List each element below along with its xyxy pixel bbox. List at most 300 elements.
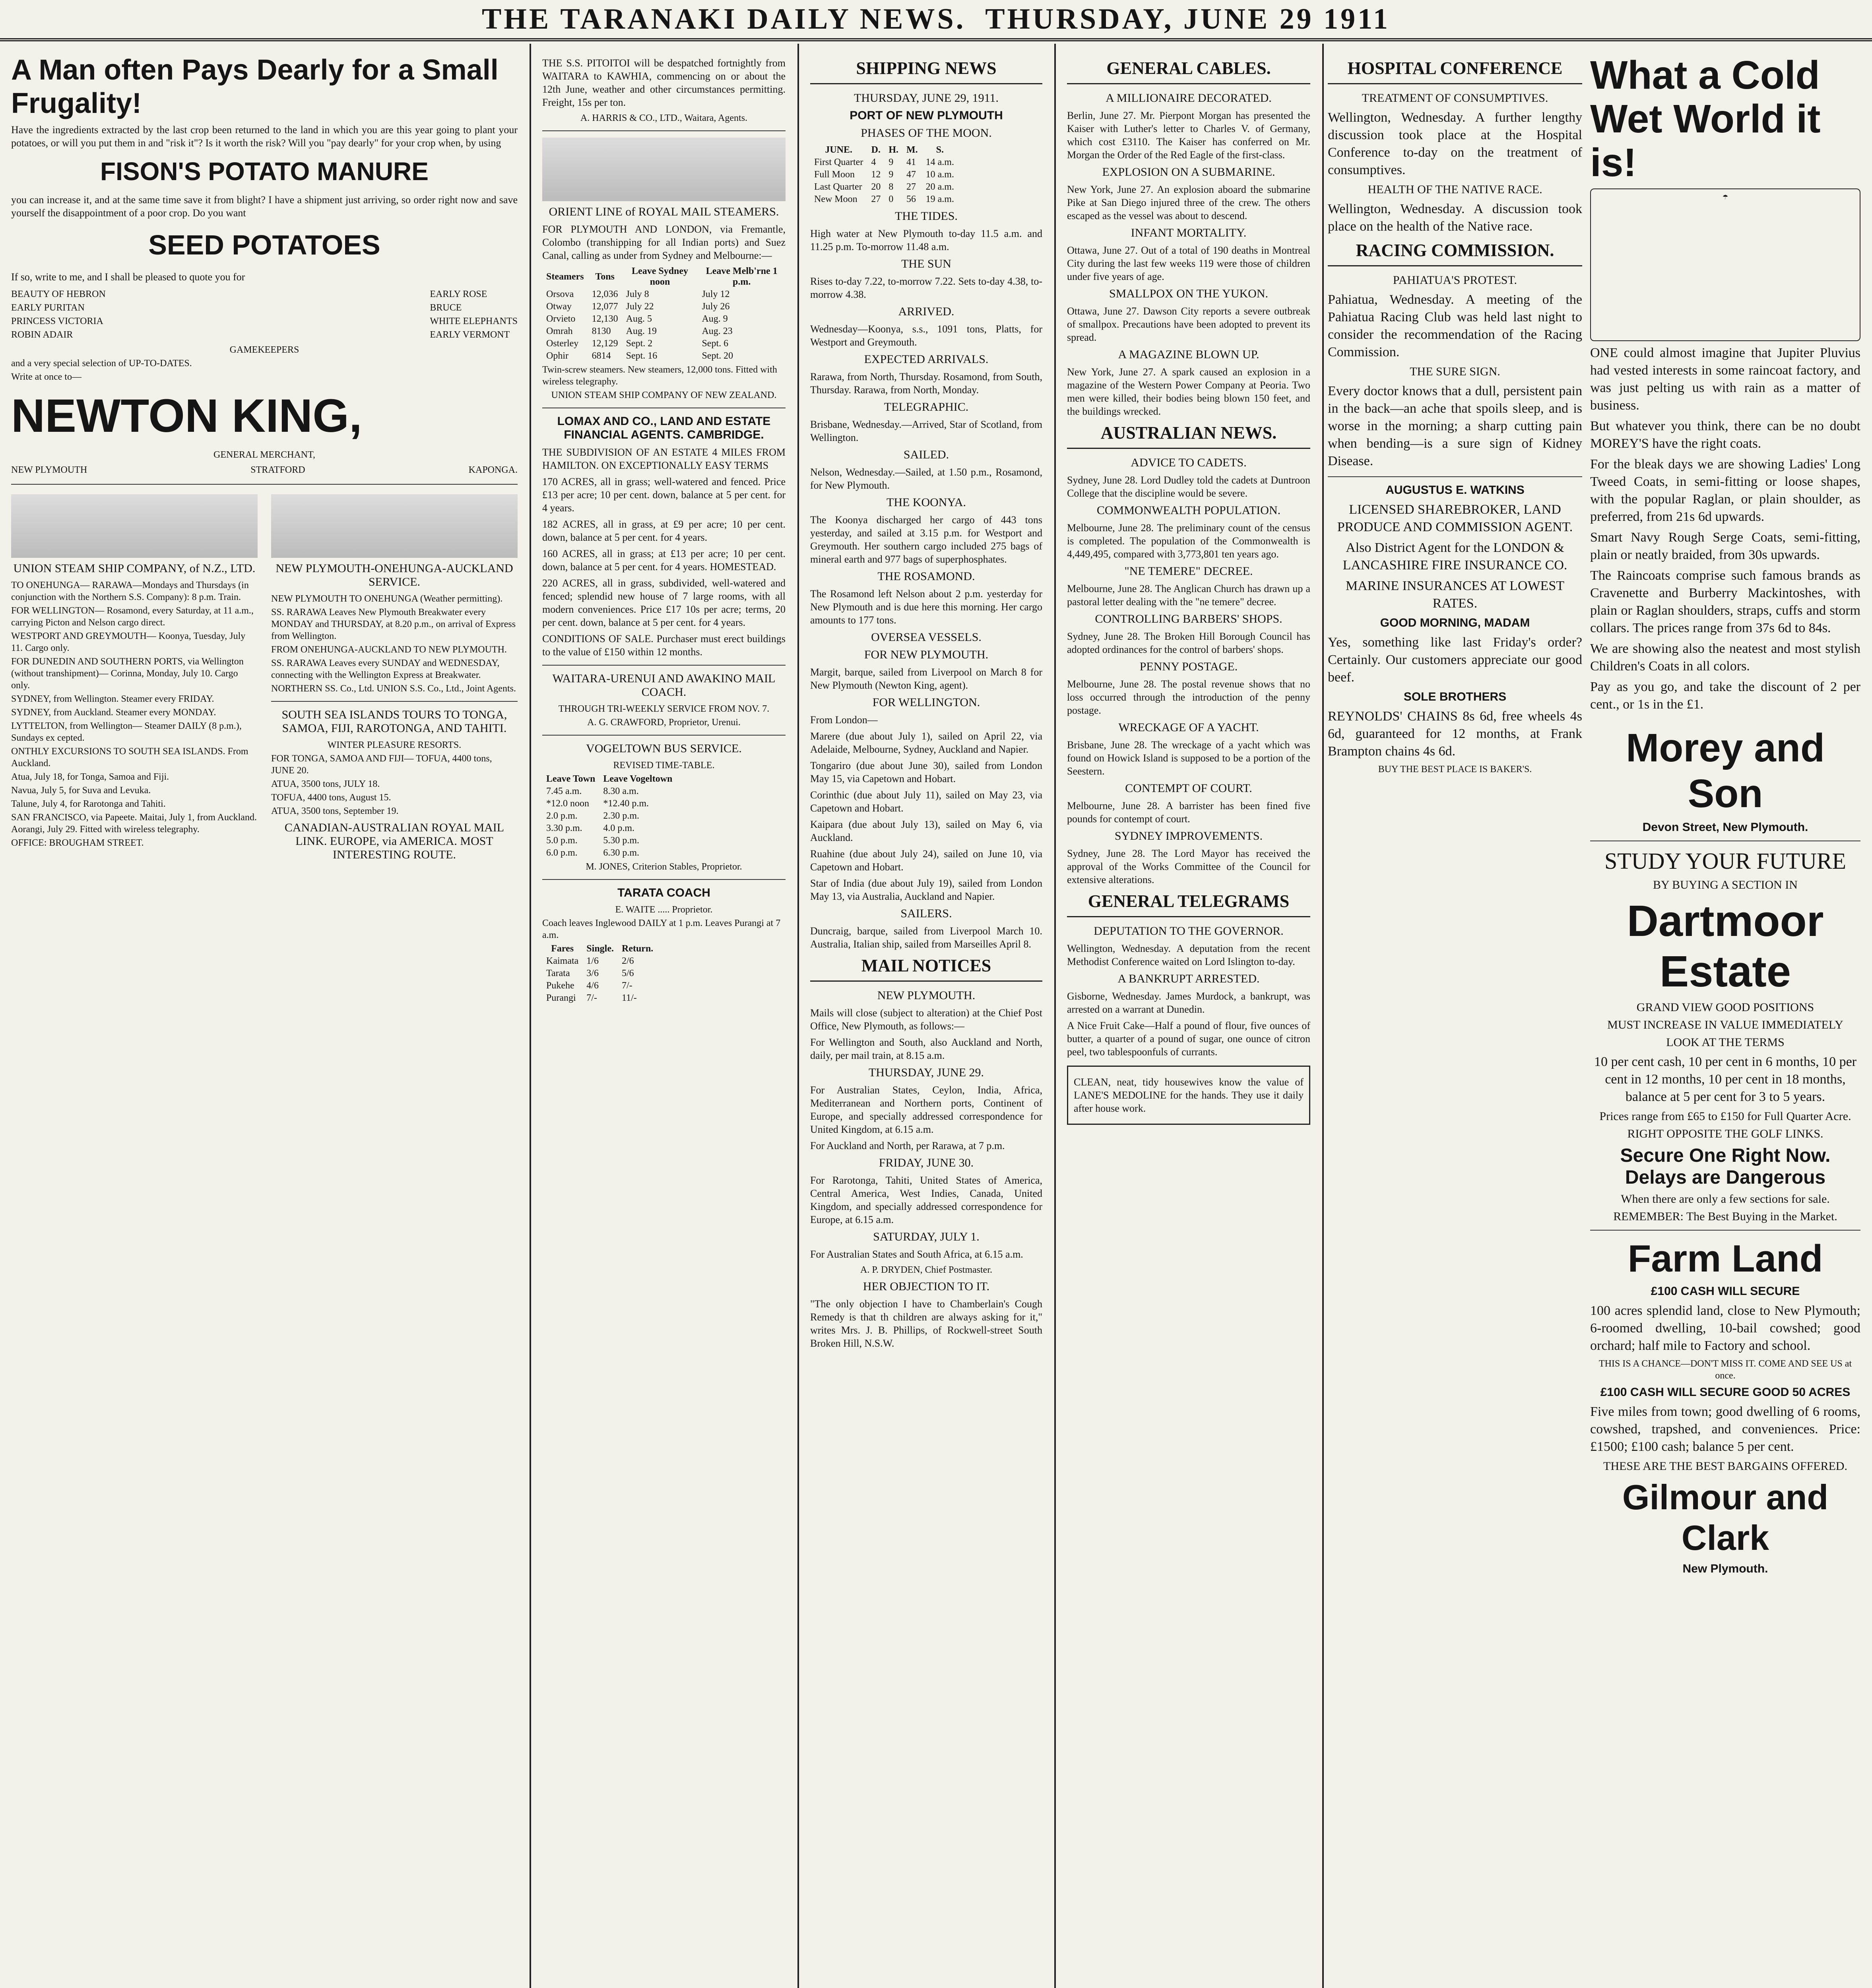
marine-insurance: MARINE INSURANCES AT LOWEST RATES. [1345,579,1564,611]
lomax-line: THE SUBDIVISION OF AN ESTATE 4 MILES FROM HAMILTON. ON EXCEPTIONALLY EASY TERMS [542,447,786,471]
wet-text: ONE could almost imagine that Jupiter Pluvius had vested interests in some raincoat factory, and was just pelting us with rain as a matter of business. [1590,346,1860,413]
table-header-cell: Leave Vogeltown [603,774,673,784]
table-cell: 3.30 p.m. [546,823,582,833]
infant-text: Ottawa, June 27. Out of a total of 190 deaths in Montreal City during the last few weeks 119 were those of children under five years of age. [1067,245,1310,282]
port-title: PORT OF NEW PLYMOUTH [850,109,1003,122]
divider [1328,476,1582,477]
table-row [542,785,676,798]
chance-note: THIS IS A CHANCE—DON'T MISS IT. COME AND SEE US at once. [1598,1359,1852,1381]
sure-sign-title: THE SURE SIGN. [1410,365,1500,378]
table-header-cell: S. [936,145,944,155]
telegraphic-text: Brisbane, Wednesday.—Arrived, Star of Scotland, from Wellington. [810,419,1042,443]
racing-title: RACING COMMISSION. [1328,240,1582,266]
table-cell: 41 [906,157,916,167]
dryden: A. P. DRYDEN, Chief Postmaster. [860,1265,992,1275]
potato-variety: EARLY ROSE [430,289,487,299]
headline-pays-dearly: A Man often Pays Dearly for a Small Frugality! [11,54,499,119]
potato-column-left [11,287,106,342]
table-cell: 1/6 [586,956,599,966]
temere-text: Melbourne, June 28. The Anglican Church has drawn up a pastoral letter dealing with the "ne temere" decree. [1067,583,1310,608]
penny-title: PENNY POSTAGE. [1139,660,1238,673]
submarine-title: EXPLOSION ON A SUBMARINE. [1102,165,1275,179]
table-header-cell: Single. [586,944,614,954]
cash50-title: £100 CASH WILL SECURE GOOD 50 ACRES [1600,1386,1851,1399]
table-cell: July 22 [626,301,654,312]
table-cell: 14 a.m. [925,157,954,167]
south-line: FOR TONGA, SAMOA AND FIJI— TOFUA, 4400 tons, JUNE 20. [271,753,492,776]
barbers-text: Sydney, June 28. The Broken Hill Borough Council has adopted ordinances for the control of barbers' shops. [1067,631,1310,655]
improve-title: SYDNEY IMPROVEMENTS. [1114,829,1263,843]
table-row [542,980,657,992]
table-header-cell: Fares [551,944,574,954]
smallpox-title: SMALLPOX ON THE YUKON. [1109,287,1268,300]
table-cell: 6.30 p.m. [603,848,640,858]
sole-brothers: SOLE BROTHERS [1403,690,1507,703]
column-shipping-news [799,44,1053,1988]
mail-notices-title: MAIL NOTICES [810,955,1042,982]
mail-date: THURSDAY, JUNE 29. [868,1066,984,1079]
newton-role: GENERAL MERCHANT, [213,450,315,460]
table-cell: 4 [871,157,876,167]
table-cell: 2.30 p.m. [603,811,640,821]
hospital-title: HOSPITAL CONFERENCE [1328,58,1582,84]
seed-potatoes-title: SEED POTATOES [148,229,380,260]
lomax-line: 170 ACRES, all in grass; well-watered and fenced. Price £13 per acre; 10 per cent. down, balance at 5 per cent. for 4 years. [542,476,786,514]
submarine-text: New York, June 27. An explosion aboard the submarine Pike at San Diego injured three of the crew. The others escaped as the vessel was about to descend. [1067,184,1310,221]
vogeltown-table [542,773,676,859]
table-cell: 2/6 [621,956,634,966]
lomax-title: LOMAX AND CO., LAND AND ESTATE FINANCIAL AGENTS. CAMBRIDGE. [557,415,771,441]
potato-varieties [11,287,518,342]
golf-links: RIGHT OPPOSITE THE GOLF LINKS. [1627,1127,1824,1140]
table-cell: Aug. 9 [702,314,728,324]
for-np-text: Margit, barque, sailed from Liverpool on March 8 for New Plymouth (Newton King, agent). [810,666,1042,691]
protest-title: PAHIATUA'S PROTEST. [1393,274,1517,287]
divider [11,484,518,485]
potato-column-right [430,287,518,342]
table-row [810,181,958,193]
secure-now: Secure One Right Now. Delays are Dangerous [1620,1145,1831,1188]
tarata-title: TARATA COACH [617,886,710,899]
table-cell: 56 [906,194,916,204]
native-title: HEALTH OF THE NATIVE RACE. [1368,183,1542,196]
table-header-cell: Leave Melb'rne 1 p.m. [706,266,778,287]
table-header [810,144,958,156]
table-cell: Pukehe [546,980,574,991]
fisons-title: FISON'S POTATO MANURE [100,157,429,186]
table-row [542,288,786,301]
wellington-line: Tongariro (due about June 30), sailed from London May 15, via Capetown and Hobart. [810,760,1042,784]
table-header-cell: Leave Sydney noon [632,266,689,287]
divider [1590,1230,1860,1231]
np-line: SS. RARAWA Leaves every SUNDAY and WEDNESDAY, connecting with the Wellington Express at Breakwater. [271,658,500,680]
orient-text: FOR PLYMOUTH AND LONDON, via Fremantle, Colombo (transhipping for all Indian ports) and Suez Canal, calling as under from Sydney and Melbourne:— [542,223,786,261]
table-cell: Ophir [546,351,568,361]
table-cell: 8130 [592,326,611,336]
millionaire-text: Berlin, June 27. Mr. Pierpont Morgan has presented the Kaiser with Luther's letter to Charles V. of Germany, which cost £3110. The Kaiser has conferred on Mr. Morgan the Order of the Red Eagle of the first-class. [1067,110,1310,161]
masthead [0,0,1872,41]
table-cell: 27 [871,194,881,204]
table-row [542,955,657,967]
table-cell: Osterley [546,338,579,349]
pay-discount: Pay as you go, and take the discount of 2 per cent., or 1s in the £1. [1590,679,1860,712]
table-cell: 27 [906,182,916,192]
terms-text: 10 per cent cash, 10 per cent in 6 months, 10 per cent in 12 months, 10 per cent in 18 months, balance at 5 per cent for 3 to 5 years. [1594,1054,1856,1104]
union-office: OFFICE: BROUGHAM STREET. [11,838,144,848]
table-cell: 12,077 [592,301,618,312]
column-general-cables [1056,44,1321,1988]
yacht-text: Brisbane, June 28. The wreckage of a yacht which was found on Howick Island is supposed to be a portion of the Seestern. [1067,739,1310,777]
tarata-note: Coach leaves Inglewood DAILY at 1 p.m. Leaves Purangi at 7 a.m. [542,918,781,940]
table-row [542,798,676,810]
table-row [810,193,958,206]
vogel-owner: M. JONES, Criterion Stables, Proprietor. [586,862,742,872]
penny-text: Melbourne, June 28. The postal revenue shows that no loss occurred through the introduction of the penny postage. [1067,678,1310,716]
table-cell: 8 [888,182,894,192]
union-ss-block [11,491,518,866]
sailers-title: SAILERS. [900,907,952,920]
table-cell: Omrah [546,326,573,336]
mail-np-title: NEW PLYMOUTH. [877,989,976,1002]
table-header-cell: Tons [595,271,615,282]
improve-text: Sydney, June 28. The Lord Mayor has received the approval of the Works Committee of the Council for extensive alterations. [1067,848,1310,885]
table-cell: 5.0 p.m. [546,835,578,846]
union-line: Atua, July 18, for Tonga, Samoa and Fiji. [11,772,169,782]
mail-line: For Auckland and North, per Rarawa, at 7 p.m. [810,1140,1005,1151]
table-cell: Last Quarter [814,182,862,192]
potato-variety: EARLY PURITAN [11,303,85,313]
potato-variety: EARLY VERMONT [430,330,510,340]
reynolds-chains: REYNOLDS' CHAINS 8s 6d, free wheels 4s 6d, guaranteed for 12 months, at Frank Brampton chains 4s 6d. [1328,709,1582,759]
table-cell: 9 [888,157,894,167]
table-header-cell: Leave Town [546,774,596,784]
table-row [542,822,676,835]
cash50-text: Five miles from town; good dwelling of 6 rooms, cowshed, trapshed, and conveniences. Price: £1500; £100 cash; balance 5 per cent. [1590,1404,1860,1454]
table-cell: 8.30 a.m. [603,786,639,796]
waitara-title: WAITARA-URENUI AND AWAKINO MAIL COACH. [552,672,776,699]
gilmour-address: New Plymouth. [1682,1562,1768,1575]
mail-line: For Wellington and South, also Auckland and North, daily, per mail train, at 8.15 a.m. [810,1037,1042,1061]
right-news-block [1328,53,1582,1988]
shipping-news-title: SHIPPING NEWS [810,58,1042,84]
union-line: SYDNEY, from Wellington. Steamer every FRIDAY. [11,694,214,704]
mail-date: FRIDAY, JUNE 30. [879,1156,974,1169]
watkins-agent: Also District Agent for the LONDON & LANCASHIRE FIRE INSURANCE CO. [1342,540,1567,573]
mail-text: Mails will close (subject to alteration) at the Chief Post Office, New Plymouth, as follows:— [810,1007,1042,1032]
table-cell: 11/- [621,993,637,1003]
harris-agents: A. HARRIS & CO., LTD., Waitara, Agents. [580,113,748,123]
newton-places [11,462,518,478]
rosamond-title: THE ROSAMOND. [877,570,975,583]
yacht-title: WRECKAGE OF A YACHT. [1118,721,1259,734]
vogeltown-sub: REVISED TIME-TABLE. [613,760,715,771]
table-cell: Sept. 16 [626,351,658,361]
koonya-text: The Koonya discharged her cargo of 443 tons yesterday, and sailed at 3.15 p.m. for Westport and Greymouth. Her southern cargo included 275 bags of mineral earth and 977 bags of superphosphates. [810,514,1042,565]
remember-note: REMEMBER: The Best Buying in the Market. [1613,1210,1837,1223]
wellington-line: Ruahine (due about July 24), sailed on June 10, via Capetown and Hobart. [810,848,1042,873]
table-row [542,967,657,980]
childrens-coats: We are showing also the neatest and most stylish Children's Coats in all colors. [1590,641,1860,674]
buying-section: BY BUYING A SECTION IN [1653,878,1798,891]
table-header-cell: H. [888,145,898,155]
overseas-title: OVERSEA VESSELS. [871,631,982,644]
divider [542,879,786,880]
deputation-title: DEPUTATION TO THE GOVERNOR. [1094,924,1284,938]
wellington-line: Marere (due about July 1), sailed on April 22, via Adelaide, Melbourne, Sydney, Auckland and Napier. [810,730,1042,755]
south-line: ATUA, 3500 tons, JULY 18. [271,779,380,789]
south-sea-title: SOUTH SEA ISLANDS TOURS TO TONGA, SAMOA, FIJI, RAROTONGA, AND TAHITI. [281,708,507,735]
potato-variety: WHITE ELEPHANTS [430,316,518,326]
south-line: TOFUA, 4400 tons, August 15. [271,792,391,803]
table-cell: Aug. 23 [702,326,733,336]
table-cell: Orvieto [546,314,576,324]
table-row [810,169,958,181]
table-cell: 12 [871,169,881,180]
expected-text: Rarawa, from North, Thursday. Rosamond, from South, Thursday. Rarawa, from North, Monday. [810,371,1042,396]
selection-note: and a very special selection of UP-TO-DATES. [11,358,192,369]
table-cell: Aug. 19 [626,326,657,336]
column-shipping-ads [531,44,797,1988]
watkins-title: AUGUSTUS E. WATKINS [1385,483,1525,497]
union-line: Navua, July 5, for Suva and Levuka. [11,785,151,796]
table-cell: 5/6 [621,968,634,978]
smallpox-text: Ottawa, June 27. Dawson City reports a severe outbreak of smallpox. Precautions have been adopted to prevent its spread. [1067,305,1310,343]
morey-address: Devon Street, New Plymouth. [1642,821,1808,834]
table-cell: *12.0 noon [546,798,589,809]
tarata-owner: E. WAITE ..... Proprietor. [615,905,713,915]
lomax-line: 182 ACRES, all in grass, at £9 per acre; 10 per cent. down, balance at 5 per cent. for 4 years. [542,518,786,543]
union-line: TO ONEHUNGA— RARAWA—Mondays and Thursdays (in conjunction with the Northern S.S. Company): 8 p.m. Train. [11,580,249,602]
table-row [810,156,958,169]
union-line: SYDNEY, from Auckland. Steamer every MONDAY. [11,707,216,718]
table-row [542,847,676,859]
sailers-text: Duncraig, barque, sailed from Liverpool March 10. Australia, Italian ship, sailed from Marseilles April 8. [810,925,1042,950]
newton-place: KAPONGA. [468,465,518,475]
raincoats-text: The Raincoats comprise such famous brands as Cravenette and Burberry Mackintoshes, with plain or Raglan shoulders, straps, cuffs and storm collars. The prices range from 37s 6d to 84s. [1590,568,1860,635]
pitoitoi-notice: THE S.S. PITOITOI will be despatched fortnightly from WAITARA to KAWHIA, commencing on or about the 12th June, weather and other circumstances permitting. Freight, 15s per ton. [542,57,786,108]
union-ss-title: UNION STEAM SHIP COMPANY, of N.Z., LTD. [13,562,256,575]
potato-variety: PRINCESS VICTORIA [11,316,103,326]
temere-title: "NE TEMERE" DECREE. [1124,565,1253,578]
column-right-ads [1324,44,1872,1988]
morey-text: But whatever you think, there can be no doubt MOREY'S have the right coats. [1590,419,1860,451]
table-row [542,350,786,362]
tides-title: THE TIDES. [895,210,958,223]
table-cell: 2.0 p.m. [546,811,578,821]
terms-title: LOOK AT THE TERMS [1666,1036,1785,1049]
lanes-medoline-text: CLEAN, neat, tidy housewives know the value of LANE'S MEDOLINE for the hands. They use it daily after house work. [1074,1076,1304,1114]
masthead-right: THURSDAY, JUNE 29 1911 [985,2,1391,35]
orient-agents: UNION STEAM SHIP COMPANY OF NEW ZEALAND. [551,390,777,400]
table-cell: 7.45 a.m. [546,786,582,796]
ladies-coats: For the bleak days we are showing Ladies' Long Tweed Coats, in semi-fitting or loose shapes, with the popular Raglan, or plain shoulder, as preferred, from 21s 6d upwards. [1590,457,1860,524]
table-row [542,338,786,350]
fruit-cake-text: A Nice Fruit Cake—Half a pound of flour, five ounces of butter, a quarter of a pound of sugar, one ounce of citron peel, two tablespoonfuls of currants. [1067,1020,1310,1058]
table-cell: 3/6 [586,968,599,978]
infant-title: INFANT MORTALITY. [1131,226,1247,239]
lomax-line: CONDITIONS OF SALE. Purchaser must erect buildings to the value of £150 within 12 months. [542,633,786,658]
table-cell: 12,036 [592,289,618,299]
umbrella-figure-icon: ☂ [1590,188,1860,341]
table-cell: Full Moon [814,169,855,180]
morey-and-son: Morey and Son [1626,726,1825,816]
union-line: LYTTELTON, from Wellington— Steamer DAILY (8 p.m.), Sundays ex cepted. [11,721,242,743]
cadets-title: ADVICE TO CADETS. [1131,456,1247,469]
table-cell: 19 a.m. [925,194,954,204]
table-cell: 20 a.m. [925,182,954,192]
cadets-text: Sydney, June 28. Lord Dudley told the cadets at Duntroon College that the discipline would be severe. [1067,474,1310,499]
ship-illustration-icon [542,138,786,201]
vogeltown-title: VOGELTOWN BUS SERVICE. [586,742,742,755]
lomax-line: 160 ACRES, all in grass; at £13 per acre; 10 per cent. down, balance at 5 per cent. for 4 years. HOMESTEAD. [542,548,786,573]
sun-title: THE SUN [901,257,951,270]
newton-king-title: NEWTON KING, [11,390,362,442]
cash100-text: 100 acres splendid land, close to New Plymouth; 6-roomed dwelling, 10-bail cowshed; good orchard; half mile to Factory and school. [1590,1303,1860,1353]
union-line: FOR DUNEDIN AND SOUTHERN PORTS, via Wellington (without transhipment)— Corinna, Monday, July 10. Cargo only. [11,656,244,691]
cash100-title: £100 CASH WILL SECURE [1651,1285,1800,1298]
divider [542,130,786,131]
consumptives-title: TREATMENT OF CONSUMPTIVES. [1362,91,1548,105]
fares-table [542,943,657,1004]
table-cell: 0 [888,194,894,204]
table-cell: 5.30 p.m. [603,835,640,846]
barbers-title: CONTROLLING BARBERS' SHOPS. [1095,612,1282,625]
table-row [542,301,786,313]
table-header [542,943,657,955]
table-cell: 9 [888,169,894,180]
table-cell: July 26 [702,301,730,312]
ship-illustration-icon [11,494,258,558]
table-cell: Sept. 6 [702,338,729,349]
table-cell: 12,130 [592,314,618,324]
np-onehunga-title: NEW PLYMOUTH-ONEHUNGA-AUCKLAND SERVICE. [275,562,513,588]
table-header-cell: Return. [621,944,654,954]
crawford: A. G. CRAWFORD, Proprietor, Urenui. [587,717,741,728]
table-header-cell: M. [906,145,918,155]
watkins-text: LICENSED SHAREBROKER, LAND PRODUCE AND COMMISSION AGENT. [1337,502,1573,534]
table-cell: 4/6 [586,980,599,991]
shipping-date: THURSDAY, JUNE 29, 1911. [854,91,999,105]
grand-view: GRAND VIEW GOOD POSITIONS [1636,1001,1814,1014]
union-line: FOR WELLINGTON— Rosamond, every Saturday, at 11 a.m., carrying Picton and Nelson cargo direct. [11,606,254,628]
magazine-text: New York, June 27. A spark caused an explosion in a magazine of the Western Power Company at Peoria. Two men were killed, their bodies being blown 150 feet, and the buildings wrecked. [1067,366,1310,417]
wellington-line: Corinthic (due about July 11), sailed on May 23, via Capetown and Hobart. [810,789,1042,814]
population-text: Melbourne, June 28. The preliminary count of the census is completed. The population of the Commonwealth is 4,449,495, compared with 3,773,801 ten years ago. [1067,522,1310,560]
good-morning-title: GOOD MORNING, MADAM [1380,616,1530,629]
table-cell: New Moon [814,194,857,204]
table-cell: July 8 [626,289,649,299]
sailed-text: Nelson, Wednesday.—Sailed, at 1.50 p.m., Rosamond, for New Plymouth. [810,466,1042,491]
contempt-text: Melbourne, June 28. A barrister has been fined five pounds for contempt of court. [1067,800,1310,825]
column-advertisements-left [0,44,529,1988]
koonya-title: THE KOONYA. [887,496,966,509]
mail-line: For Rarotonga, Tahiti, United States of America, Central America, West Indies, Canada, United Kingdom, and specially addressed correspondence for Europe, at 6.15 a.m. [810,1175,1042,1225]
table-row [542,313,786,325]
table-cell: 7/- [621,980,632,991]
table-cell: 6.0 p.m. [546,848,578,858]
table-cell: Orsova [546,289,574,299]
table-cell: July 12 [702,289,730,299]
wellington-line: From London— [810,714,878,726]
gilmour-clark: Gilmour and Clark [1622,1477,1829,1557]
moon-phases-title: PHASES OF THE MOON. [861,126,992,140]
navy-coats: Smart Navy Rough Serge Coats, semi-fitting, plain or neatly braided, from 30s upwards. [1590,530,1860,562]
orient-note: Twin-screw steamers. New steamers, 12,000 tons. Fitted with wireless telegraphy. [542,365,777,387]
rosamond-text: The Rosamond left Nelson about 2 p.m. yesterday for New Plymouth and is due here this morning. Her cargo amounts to 177 tons. [810,588,1042,626]
contempt-title: CONTEMPT OF COURT. [1125,782,1252,795]
bankrupt-text: Gisborne, Wednesday. James Murdock, a bankrupt, was arrested on a warrant at Dunedin. [1067,990,1310,1015]
lomax-line: 220 ACRES, all in grass, subdivided, well-watered and fenced; splendid new house of 7 large rooms, with all modern conveniences. Price £17 10s per acre; terms, 20 per cent. down, balance at 5 per cent. for 4 years. [542,577,786,628]
table-cell: *12.40 p.m. [603,798,649,809]
arrived-text: Wednesday—Koonya, s.s., 1091 tons, Platts, for Westport and Greymouth. [810,323,1042,348]
table-cell: 4.0 p.m. [603,823,635,833]
newspaper-page [0,44,1872,1988]
table-cell: Purangi [546,993,576,1003]
union-line: Talune, July 4, for Rarotonga and Tahiti. [11,799,166,809]
newton-place: STRATFORD [250,465,305,475]
table-header-cell: JUNE. [825,145,852,155]
table-cell: 6814 [592,351,611,361]
sure-sign-text: Every doctor knows that a dull, persistent pain in the back—an ache that spoils sleep, and is worse in the morning; a sharp cutting pain when bending—is a sure sign of Kidney Disease. [1328,384,1582,468]
good-morning-text: Yes, something like last Friday's order? Certainly. Our customers appreciate our good beef. [1328,635,1582,685]
orient-table [542,265,786,362]
canadian-line: CANADIAN-AUSTRALIAN ROYAL MAIL LINK. EUROPE, via AMERICA. MOST INTERESTING ROUTE. [284,821,504,861]
prices: Prices range from £65 to £150 for Full Quarter Acre. [1599,1110,1851,1123]
potato-variety: BRUCE [430,303,462,313]
masthead-left: THE TARANAKI DAILY NEWS. [481,2,966,35]
union-ss-left [11,491,258,866]
table-cell: Sept. 20 [702,351,733,361]
bargains: THESE ARE THE BEST BARGAINS OFFERED. [1603,1460,1847,1473]
winter-resorts: WINTER PLEASURE RESORTS. [327,740,462,750]
expected-title: EXPECTED ARRIVALS. [864,353,989,366]
fisons-intro: Have the ingredients extracted by the last crop been returned to the land in which you are this year going to plant your potatoes, or will you put them in and "risk it"? Is it worth the risk? Will you "pay dearly" for your crop when, by using [11,124,518,149]
table-cell: 10 a.m. [925,169,954,180]
write-note: Write at once to— [11,372,81,382]
sailed-title: SAILED. [903,448,949,461]
union-line: WESTPORT AND GREYMOUTH— Koonya, Tuesday, July 11. Cargo only. [11,631,246,653]
table-row [542,325,786,338]
table-cell: Tarata [546,968,570,978]
consumptives-text: Wellington, Wednesday. A further lengthy discussion took place at the Hospital Conference to-day on the treatment of consumptives. [1328,110,1582,177]
general-telegrams-title: GENERAL TELEGRAMS [1067,891,1310,917]
cold-wet-headline: What a Cold Wet World it is! [1590,53,1821,185]
few-sections: When there are only a few sections for sale. [1621,1192,1830,1206]
ship-illustration-icon [271,494,518,558]
protest-text: Pahiatua, Wednesday. A meeting of the Pahiatua Racing Club was held last night to consider the recommendation of the Racing Commission. [1328,292,1582,359]
seed-potatoes-text: If so, write to me, and I shall be pleased to quote you for [11,271,245,283]
wellington-line: Star of India (due about July 19), sailed from London May 13, via Australia, Auckland and Napier. [810,878,1042,902]
best-place: BUY THE BEST PLACE IS BAKER'S. [1378,764,1532,775]
union-line: SAN FRANCISCO, via Papeete. Maitai, July 1, from Auckland. Aorangi, July 29. Fitted with wireless telegraphy. [11,812,257,835]
table-header [542,265,786,288]
bankrupt-title: A BANKRUPT ARRESTED. [1117,972,1260,985]
divider [542,665,786,666]
divider [542,735,786,736]
magazine-title: A MAGAZINE BLOWN UP. [1118,348,1259,361]
table-cell: Sept. 2 [626,338,653,349]
for-wellington-title: FOR WELLINGTON. [872,696,980,709]
orient-title: ORIENT LINE of ROYAL MAIL STEAMERS. [549,205,779,218]
gamekeepers: GAMEKEEPERS [229,345,299,355]
deputation-text: Wellington, Wednesday. A deputation from the recent Methodist Conference waited on Lord Islington to-day. [1067,943,1310,967]
fisons-text: you can increase it, and at the same time save it from blight? I have a shipment just arriving, so order right now and save yourself the disappointment of a poor crop. Do you want [11,194,518,219]
table-row [542,992,657,1004]
mail-line: For Australian States, Ceylon, India, Africa, Mediterranean and Northern ports, Continent of Europe, and specially addressed correspondence for United Kingdom, at 6.15 a.m. [810,1084,1042,1135]
table-cell: 7/- [586,993,597,1003]
native-text: Wellington, Wednesday. A discussion took place on the health of the Native race. [1328,202,1582,234]
increase-value: MUST INCREASE IN VALUE IMMEDIATELY [1607,1018,1843,1031]
